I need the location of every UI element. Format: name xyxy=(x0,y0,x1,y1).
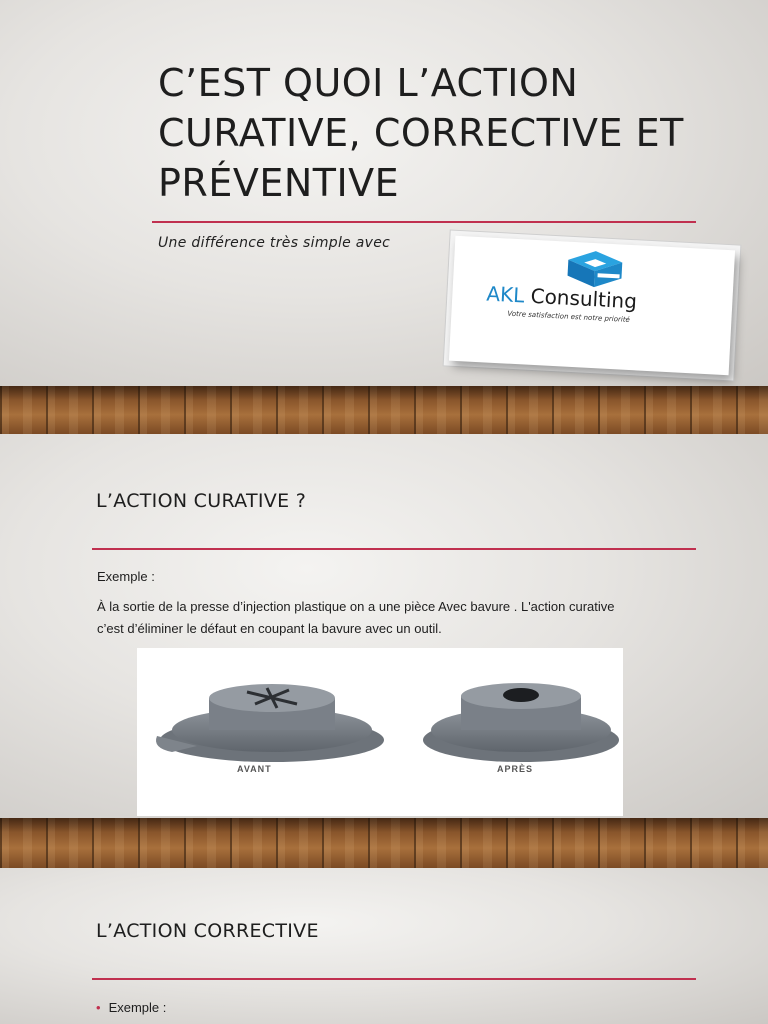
slide-subtitle: Une différence très simple avec xyxy=(158,235,391,251)
curative-body-line1: À la sortie de la presse d’injection plastique on a une pièce Avec bavure . L'action curative xyxy=(97,599,615,614)
corrective-heading: L’ACTION CORRECTIVE xyxy=(96,920,319,942)
slide-title xyxy=(0,0,768,386)
curative-heading: L’ACTION CURATIVE ? xyxy=(96,490,307,512)
slide-title-heading: C’EST QUOI L’ACTION CURATIVE, CORRECTIVE ET PRÉVENTIVE xyxy=(158,61,684,205)
corrective-bullet-label: Exemple : xyxy=(108,1000,167,1015)
curative-divider xyxy=(92,548,696,550)
akl-logo-card xyxy=(449,236,735,375)
corrective-bullet xyxy=(96,1000,166,1015)
wood-floor-divider-2 xyxy=(0,818,768,868)
logo-brand-prefix: AKL xyxy=(485,281,526,308)
corrective-divider xyxy=(92,978,696,980)
cube-logo-icon xyxy=(563,248,627,291)
bullet-dot-icon: • xyxy=(96,1000,101,1015)
wood-floor-divider xyxy=(0,386,768,434)
logo-brand-suffix: Consulting xyxy=(523,283,638,314)
plastic-part-image xyxy=(137,648,623,816)
after-label: APRÈS xyxy=(497,764,534,774)
title-divider xyxy=(152,221,696,223)
slide-corrective xyxy=(0,868,768,1024)
logo-tagline: Votre satisfaction est notre priorité xyxy=(507,309,631,324)
curative-body-line2: c’est d’éliminer le défaut en coupant la bavure avec un outil. xyxy=(97,621,442,636)
before-label: AVANT xyxy=(237,764,272,774)
before-after-photo xyxy=(137,648,623,816)
curative-example-label: Exemple : xyxy=(97,569,155,584)
